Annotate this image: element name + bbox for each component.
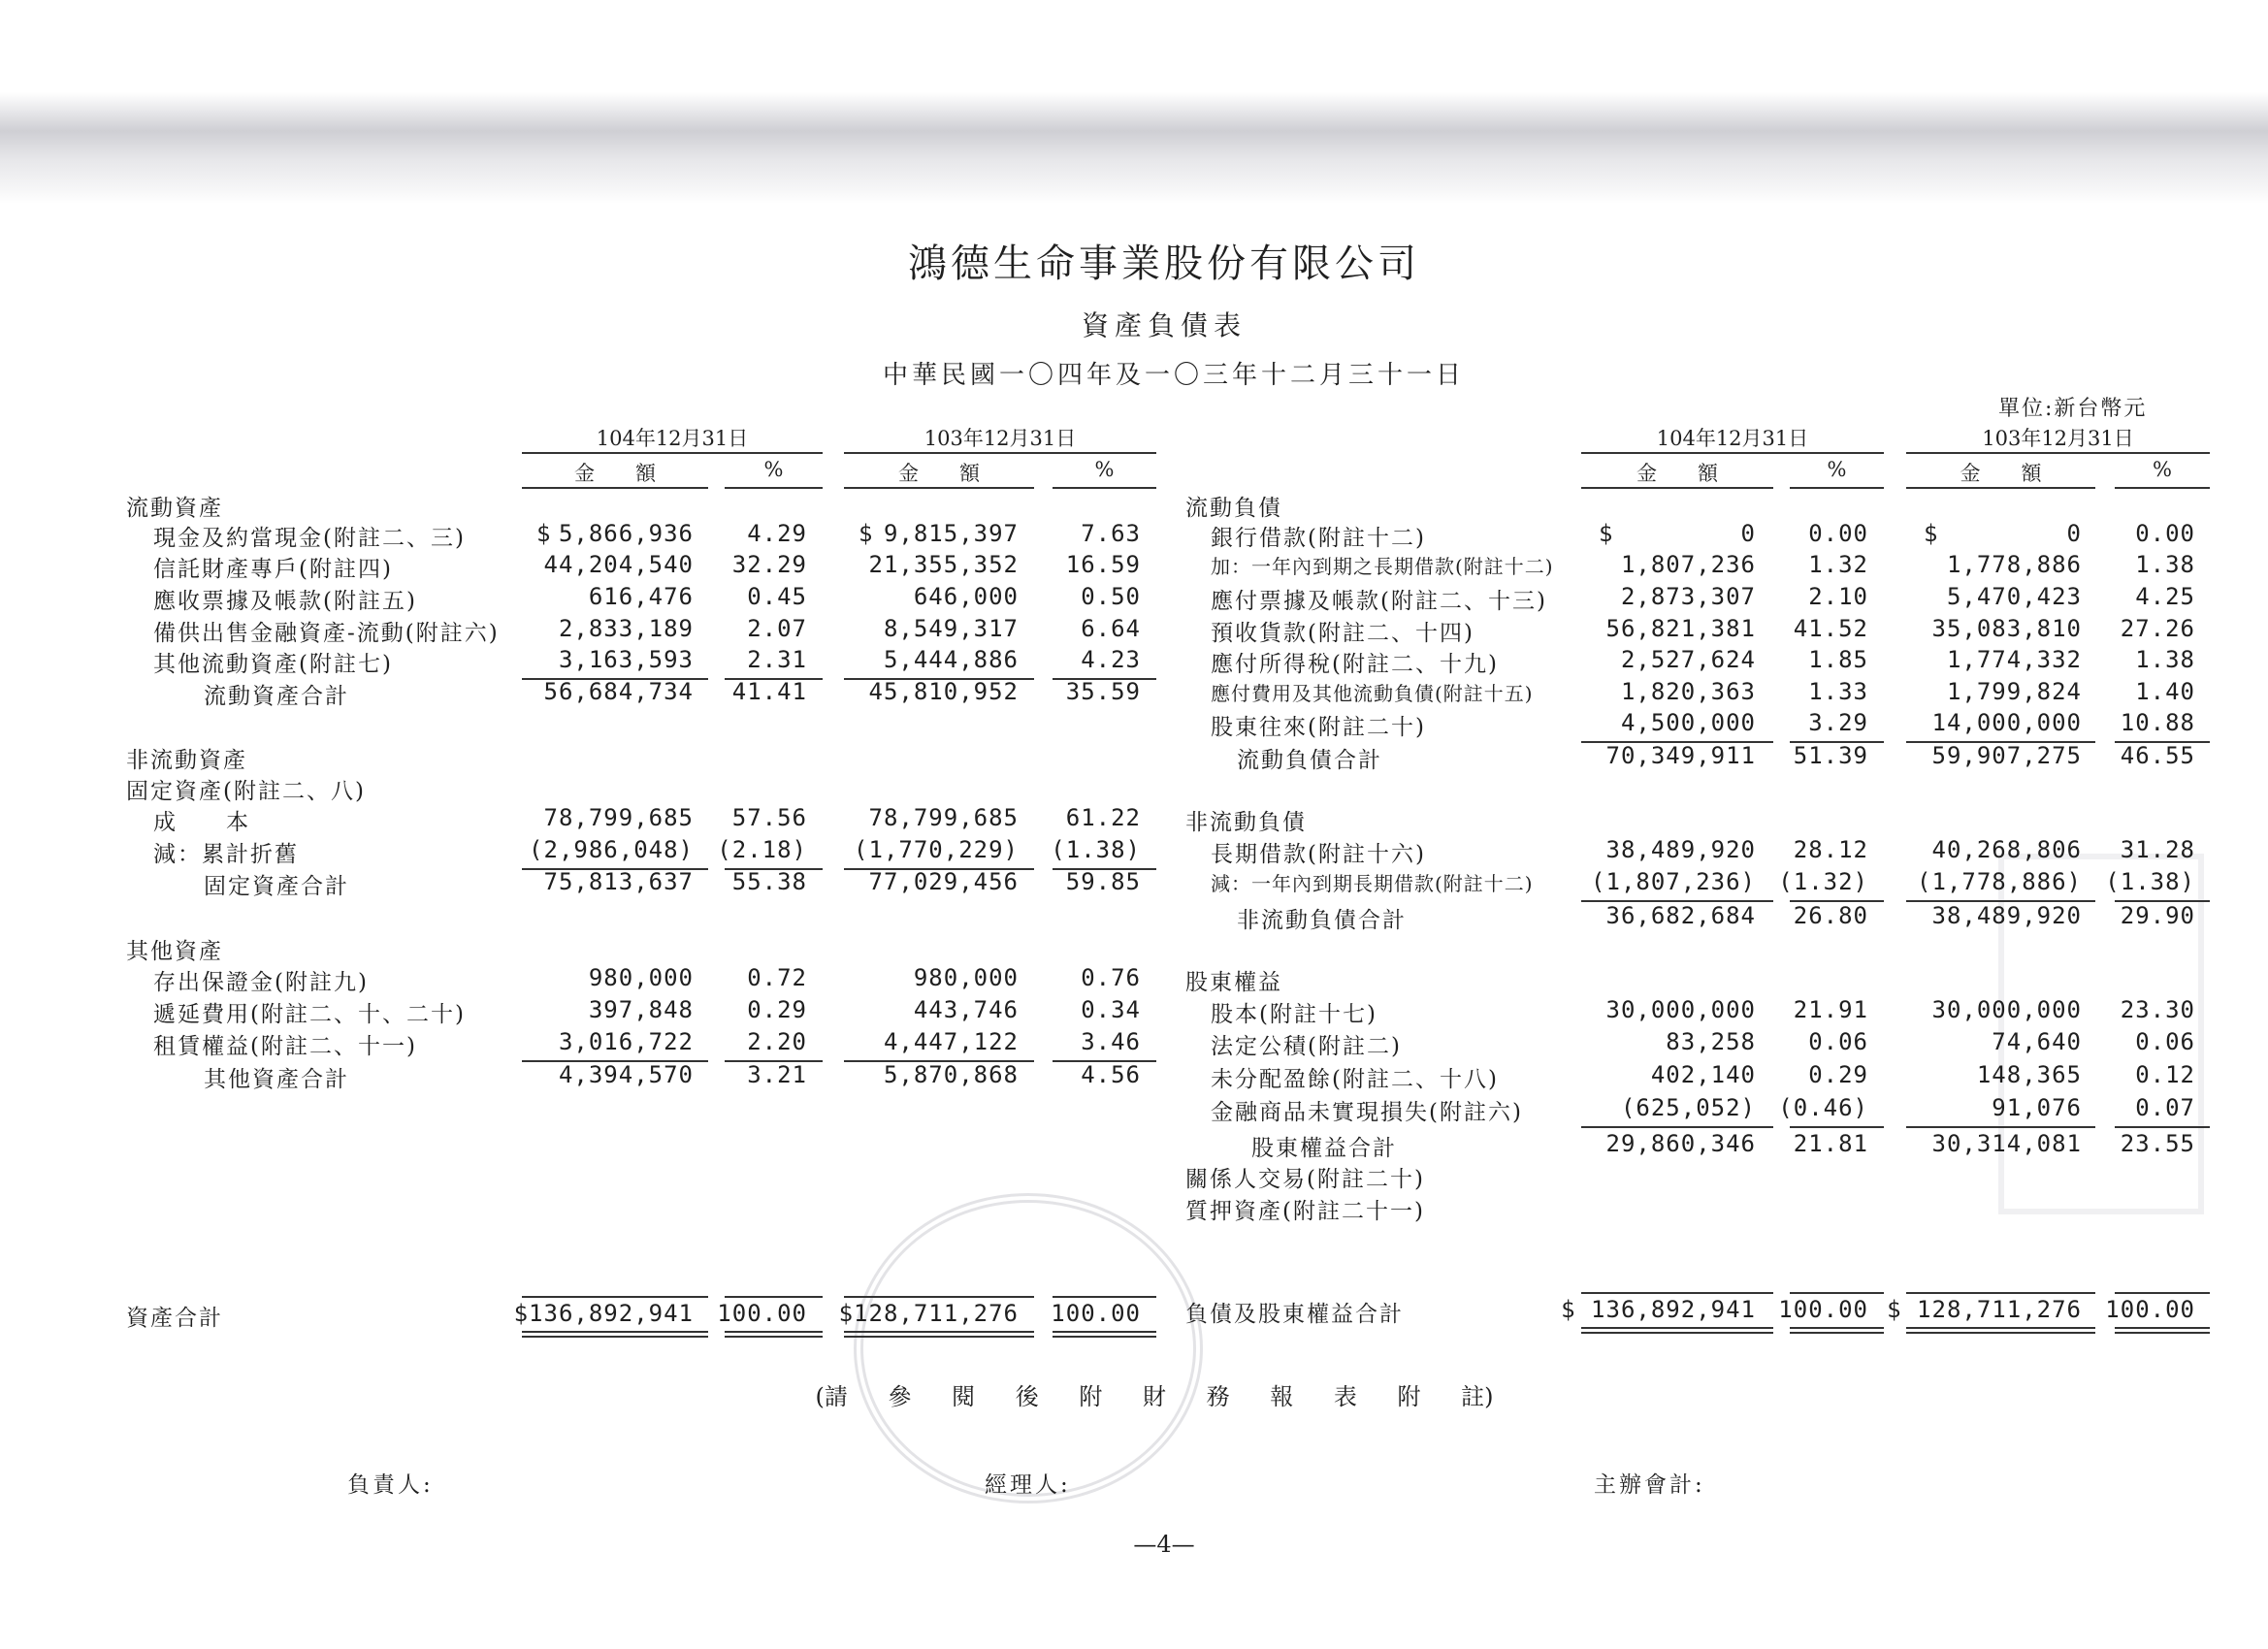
row-label: 應付費用及其他流動負債(附註十五) — [1211, 682, 1534, 705]
currency-unit: 單位:新台幣元 — [1998, 397, 2148, 421]
pct-104: 100.00 — [1778, 1296, 1868, 1323]
pct-104: 0.72 — [747, 964, 807, 991]
row-label: 現金及約當現金(附註二、三) — [153, 526, 466, 551]
pct-104: 0.29 — [747, 996, 807, 1023]
section-other-assets: 其他資產 — [126, 939, 223, 964]
signature-accountant: 主辦會計: — [1594, 1472, 1705, 1498]
pct-header: % — [1094, 458, 1115, 481]
amount-104: 75,813,637 — [543, 868, 694, 895]
amount-103: $ 128,711,276 — [1887, 1296, 2082, 1323]
amount-104: 3,163,593 — [558, 646, 694, 673]
dollar-sign: $ — [1924, 520, 1939, 547]
amount-104: 1,807,236 — [1620, 551, 1756, 578]
amount-104: 44,204,540 — [543, 551, 694, 578]
double-rule — [1790, 1327, 1884, 1334]
row-label: 股東權益合計 — [1251, 1136, 1397, 1161]
pct-103: 23.55 — [2120, 1130, 2195, 1157]
section-noncurrent-liabilities: 非流動負債 — [1185, 810, 1307, 835]
amount-103: 980,000 — [913, 964, 1019, 991]
page-number: —4— — [1133, 1531, 1195, 1558]
row-label: 流動負債合計 — [1237, 748, 1382, 773]
row-label: 備供出售金融資產-流動(附註六) — [153, 621, 500, 646]
company-name: 鴻德生命事業股份有限公司 — [908, 242, 1420, 286]
amount-103: 77,029,456 — [868, 868, 1019, 895]
pct-104: (0.46) — [1778, 1094, 1868, 1121]
pct-103: 31.28 — [2120, 836, 2195, 863]
amount-103: 9,815,397 — [883, 520, 1019, 547]
amount-104: (1,807,236) — [1591, 868, 1756, 895]
pct-104: 0.45 — [747, 583, 807, 610]
row-label: 成 本 — [153, 810, 250, 835]
pct-104: 1.33 — [1808, 678, 1868, 705]
pct-103: 0.34 — [1081, 996, 1141, 1023]
pct-104: 3.21 — [747, 1061, 807, 1088]
amount-104: (2,986,048) — [529, 836, 694, 863]
pct-103: 16.59 — [1065, 551, 1141, 578]
row-label: 預收貨款(附註二、十四) — [1211, 621, 1474, 646]
pct-104: 21.91 — [1793, 996, 1868, 1023]
rule — [844, 452, 1156, 454]
row-label: 應付票據及帳款(附註二、十三) — [1211, 589, 1547, 614]
pct-103: 100.00 — [1051, 1300, 1141, 1327]
amount-103: 78,799,685 — [868, 804, 1019, 831]
pct-103: 46.55 — [2120, 742, 2195, 769]
pct-104: 41.41 — [731, 678, 807, 705]
amount-103: 91,076 — [1992, 1094, 2082, 1121]
row-label: 遞延費用(附註二、十、二十) — [153, 1002, 466, 1027]
row-label: 非流動負債合計 — [1237, 908, 1407, 933]
faded-seal — [854, 1193, 1203, 1504]
amount-103: 1,799,824 — [1946, 678, 2082, 705]
amount-103: 646,000 — [913, 583, 1019, 610]
pct-103: 59.85 — [1065, 868, 1141, 895]
amount-104: 29,860,346 — [1605, 1130, 1756, 1157]
rule — [1581, 1126, 1773, 1128]
pct-103: 0.07 — [2135, 1094, 2195, 1121]
rule — [522, 487, 708, 489]
pct-104: 1.32 — [1808, 551, 1868, 578]
signature-manager: 經理人: — [985, 1472, 1071, 1498]
row-label: 股本(附註十七) — [1211, 1002, 1377, 1027]
rule — [844, 487, 1034, 489]
rule — [844, 1296, 1034, 1298]
amount-103: 1,774,332 — [1946, 646, 2082, 673]
amount-103: 5,444,886 — [883, 646, 1019, 673]
pct-104: 28.12 — [1793, 836, 1868, 863]
double-rule — [725, 1331, 823, 1338]
amount-104: 5,866,936 — [558, 520, 694, 547]
amount-104: $ 136,892,941 — [1561, 1296, 1756, 1323]
pct-103: (1.38) — [2105, 868, 2195, 895]
rule — [1790, 487, 1884, 489]
amount-header: 金 額 — [1636, 462, 1718, 485]
rule — [522, 452, 823, 454]
amount-103: 8,549,317 — [883, 615, 1019, 642]
amount-104: 56,821,381 — [1605, 615, 1756, 642]
report-period: 中華民國一〇四年及一〇三年十二月三十一日 — [882, 361, 1466, 390]
pct-104: 41.52 — [1793, 615, 1868, 642]
pct-104: 55.38 — [731, 868, 807, 895]
pct-103: 0.12 — [2135, 1061, 2195, 1088]
section-current-liabilities: 流動負債 — [1185, 496, 1282, 521]
row-label: 減：一年內到期長期借款(附註十二) — [1211, 872, 1534, 895]
pct-104: 57.56 — [731, 804, 807, 831]
amount-104: 38,489,920 — [1605, 836, 1756, 863]
pct-104: 2.07 — [747, 615, 807, 642]
pct-104: 1.85 — [1808, 646, 1868, 673]
amount-103: 5,470,423 — [1946, 583, 2082, 610]
rule — [1581, 487, 1773, 489]
amount-header: 金 額 — [898, 462, 980, 485]
section-fixed-assets: 固定資產(附註二、八) — [126, 779, 366, 804]
rule — [1053, 1296, 1156, 1298]
amount-104: 2,873,307 — [1620, 583, 1756, 610]
amount-104: 56,684,734 — [543, 678, 694, 705]
pct-103: 100.00 — [2105, 1296, 2195, 1323]
signature-responsible: 負責人: — [347, 1472, 434, 1498]
row-label: 銀行借款(附註十二) — [1211, 526, 1426, 551]
pct-104: (2.18) — [717, 836, 807, 863]
double-rule — [1581, 1327, 1773, 1334]
amount-104: 3,016,722 — [558, 1028, 694, 1055]
row-label: 股東往來(附註二十) — [1211, 715, 1426, 740]
dollar-sign: $ — [1599, 520, 1614, 547]
amount-104: 2,527,624 — [1620, 646, 1756, 673]
rule — [725, 487, 823, 489]
pct-103: 27.26 — [2120, 615, 2195, 642]
rule — [2115, 487, 2210, 489]
rule — [1906, 1126, 2095, 1128]
row-label: 加：一年內到期之長期借款(附註十二) — [1211, 555, 1554, 578]
amount-104: 402,140 — [1650, 1061, 1756, 1088]
footnote: (請 參 閱 後 附 財 務 報 表 附 註) — [815, 1383, 1494, 1410]
section-noncurrent-assets: 非流動資產 — [126, 748, 247, 773]
pct-103: 3.46 — [1081, 1028, 1141, 1055]
pct-103: 1.38 — [2135, 551, 2195, 578]
column-header-104: 104年12月31日 — [1656, 427, 1809, 450]
pct-104: 0.06 — [1808, 1028, 1868, 1055]
rule — [1581, 1292, 1773, 1294]
row-label: 金融商品未實現損失(附註六) — [1211, 1100, 1523, 1125]
amount-103: 1,778,886 — [1946, 551, 2082, 578]
amount-103: 30,000,000 — [1931, 996, 2082, 1023]
amount-104: 616,476 — [588, 583, 694, 610]
column-header-103: 103年12月31日 — [1982, 427, 2134, 450]
amount-104: 78,799,685 — [543, 804, 694, 831]
pct-header: % — [2153, 458, 2172, 481]
double-rule — [2115, 1327, 2210, 1334]
amount-103: 5,870,868 — [883, 1061, 1019, 1088]
row-label: 長期借款(附註十六) — [1211, 842, 1426, 867]
double-rule — [1906, 1327, 2095, 1334]
pct-header: % — [763, 458, 784, 481]
report-title: 資產負債表 — [1081, 309, 1247, 341]
row-label: 負債及股東權益合計 — [1185, 1302, 1404, 1327]
row-label: 應付所得稅(附註二、十九) — [1211, 652, 1499, 677]
pct-103: 35.59 — [1065, 678, 1141, 705]
row-label: 法定公積(附註二) — [1211, 1034, 1402, 1059]
pct-104: 100.00 — [717, 1300, 807, 1327]
amount-103: 30,314,081 — [1931, 1130, 2082, 1157]
pct-103: 6.64 — [1081, 615, 1141, 642]
column-header-104: 104年12月31日 — [596, 427, 749, 450]
column-header-103: 103年12月31日 — [923, 427, 1077, 450]
pct-103: 0.00 — [2135, 520, 2195, 547]
row-label: 信託財產專戶(附註四) — [153, 557, 393, 582]
row-label: 其他流動資產(附註七) — [153, 652, 393, 677]
pct-103: 4.23 — [1081, 646, 1141, 673]
pct-104: 2.10 — [1808, 583, 1868, 610]
amount-104: 1,820,363 — [1620, 678, 1756, 705]
rule — [1906, 452, 2210, 454]
pct-103: 23.30 — [2120, 996, 2195, 1023]
amount-104: 2,833,189 — [558, 615, 694, 642]
rule — [2115, 1126, 2210, 1128]
amount-104: 36,682,684 — [1605, 902, 1756, 929]
amount-103: 74,640 — [1992, 1028, 2082, 1055]
rule — [1790, 1292, 1884, 1294]
rule — [1581, 452, 1884, 454]
amount-103: 45,810,952 — [868, 678, 1019, 705]
row-label: 未分配盈餘(附註二、十八) — [1211, 1067, 1499, 1092]
pct-103: (1.38) — [1051, 836, 1141, 863]
amount-104: 4,500,000 — [1620, 709, 1756, 736]
pct-104: 0.29 — [1808, 1061, 1868, 1088]
amount-header: 金 額 — [574, 462, 656, 485]
amount-104: 83,258 — [1666, 1028, 1756, 1055]
pct-104: 4.29 — [747, 520, 807, 547]
amount-104: $136,892,941 — [513, 1300, 694, 1327]
row-label: 租賃權益(附註二、十一) — [153, 1034, 417, 1059]
amount-103: 0 — [2066, 520, 2082, 547]
amount-103: 4,447,122 — [883, 1028, 1019, 1055]
pct-103: 0.06 — [2135, 1028, 2195, 1055]
amount-103: 40,268,806 — [1931, 836, 2082, 863]
amount-103: 35,083,810 — [1931, 615, 2082, 642]
pct-103: 7.63 — [1081, 520, 1141, 547]
related-party-note: 關係人交易(附註二十) — [1185, 1167, 1425, 1192]
rule — [522, 1296, 708, 1298]
row-label: 應收票據及帳款(附註五) — [153, 589, 417, 614]
pct-103: 1.38 — [2135, 646, 2195, 673]
row-label: 減：累計折舊 — [153, 842, 299, 867]
amount-104: 980,000 — [588, 964, 694, 991]
amount-104: 0 — [1740, 520, 1756, 547]
amount-104: (625,052) — [1620, 1094, 1756, 1121]
pct-header: % — [1827, 458, 1847, 481]
rule — [1053, 487, 1156, 489]
pct-104: 2.31 — [747, 646, 807, 673]
amount-103: 148,365 — [1976, 1061, 2082, 1088]
amount-103: 443,746 — [913, 996, 1019, 1023]
pct-104: 32.29 — [731, 551, 807, 578]
double-rule — [844, 1331, 1034, 1338]
amount-103: (1,770,229) — [854, 836, 1019, 863]
pledged-assets-note: 質押資產(附註二十一) — [1185, 1199, 1425, 1224]
pct-103: 0.50 — [1081, 583, 1141, 610]
scan-shadow-band — [0, 0, 2268, 204]
rule — [1906, 1292, 2095, 1294]
amount-104: 30,000,000 — [1605, 996, 1756, 1023]
amount-103: 59,907,275 — [1931, 742, 2082, 769]
amount-103: 38,489,920 — [1931, 902, 2082, 929]
pct-104: 26.80 — [1793, 902, 1868, 929]
pct-103: 1.40 — [2135, 678, 2195, 705]
section-equity: 股東權益 — [1185, 970, 1282, 995]
dollar-sign: $ — [859, 520, 874, 547]
rule — [1906, 487, 2095, 489]
amount-104: 4,394,570 — [558, 1061, 694, 1088]
amount-104: 70,349,911 — [1605, 742, 1756, 769]
amount-103: $128,711,276 — [838, 1300, 1019, 1327]
row-label: 流動資產合計 — [204, 684, 349, 709]
pct-103: 4.56 — [1081, 1061, 1141, 1088]
amount-header: 金 額 — [1960, 462, 2042, 485]
pct-103: 10.88 — [2120, 709, 2195, 736]
pct-103: 0.76 — [1081, 964, 1141, 991]
amount-103: 21,355,352 — [868, 551, 1019, 578]
row-label: 其他資產合計 — [204, 1067, 349, 1092]
rule — [2115, 1292, 2210, 1294]
row-label: 存出保證金(附註九) — [153, 970, 369, 995]
pct-104: 51.39 — [1793, 742, 1868, 769]
rule — [725, 1296, 823, 1298]
pct-104: 2.20 — [747, 1028, 807, 1055]
pct-104: 21.81 — [1793, 1130, 1868, 1157]
row-label: 固定資產合計 — [204, 874, 349, 899]
row-label: 資產合計 — [126, 1306, 223, 1331]
pct-103: 29.90 — [2120, 902, 2195, 929]
pct-104: 3.29 — [1808, 709, 1868, 736]
pct-103: 4.25 — [2135, 583, 2195, 610]
pct-104: (1.32) — [1778, 868, 1868, 895]
amount-103: 14,000,000 — [1931, 709, 2082, 736]
rule — [1790, 1126, 1884, 1128]
pct-104: 0.00 — [1808, 520, 1868, 547]
amount-103: (1,778,886) — [1917, 868, 2082, 895]
double-rule — [1053, 1331, 1156, 1338]
section-current-assets: 流動資產 — [126, 496, 223, 521]
double-rule — [522, 1331, 708, 1338]
dollar-sign: $ — [536, 520, 552, 547]
amount-104: 397,848 — [588, 996, 694, 1023]
pct-103: 61.22 — [1065, 804, 1141, 831]
